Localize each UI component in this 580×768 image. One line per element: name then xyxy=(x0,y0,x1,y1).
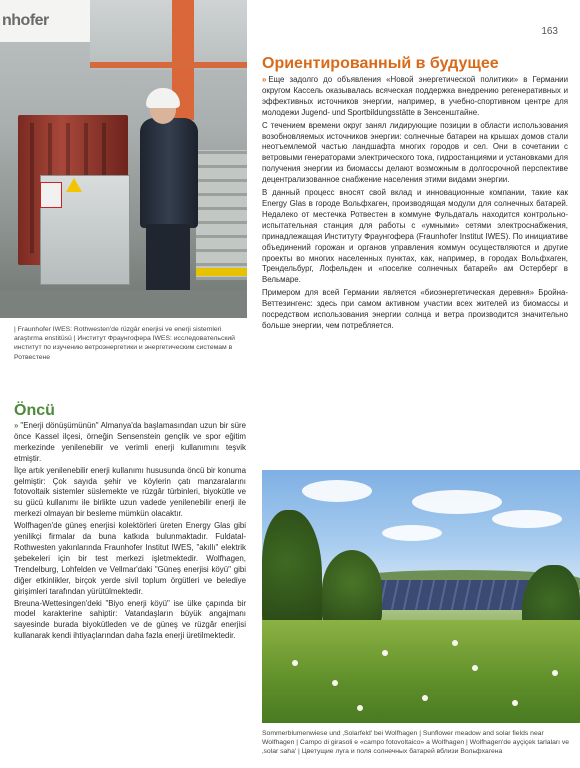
heading-russian: Ориентированный в будущее xyxy=(262,55,499,72)
russian-article xyxy=(262,75,568,334)
tree xyxy=(322,550,382,630)
flower xyxy=(357,705,363,711)
cloud xyxy=(412,490,502,514)
chevron-icon: » xyxy=(14,421,19,430)
flower-meadow xyxy=(262,620,580,723)
flower xyxy=(512,700,518,706)
caption-left-photo: | Fraunhofer IWES: Rothwesten'de rüzgâr enerjisi ve enerji sistemleri araştırma enstitüsü | Институт Фраунгофера IWES: исследовательский институт по изучению ветроэнергетики и энергетическим системам в Ротвестене xyxy=(14,326,235,361)
railing xyxy=(196,150,247,280)
engineer-figure xyxy=(140,118,198,228)
caption-right-photo: Sommerblumenwiese und ‚Solarfeld' bei Wolfhagen | Sunflower meadow and solar fields near Wolfhagen | Campo di girasoli e «campo fotovoltaico» a Wolfhagen | Wolfhagen'de ayçiçek tarlaları ve ‚solar saha' | Цветущие луга и поля солнечных батарей вблизи Вольфхагена xyxy=(262,730,570,756)
chevron-icon: » xyxy=(262,75,267,84)
paragraph: Breuna-Wettesingen'deki "Biyo enerji köyü" ise ülke çapında bir model karakterine sahiptir: Vatandaşların büyük angajmanı sayesinde burada biyokütleden ve de güneş ve rüzgâr enerjisi kullanarak kendi ihtiyaçlarından daha fazla enerji üretilmektedir. xyxy=(14,598,246,641)
transformer-rib xyxy=(30,123,34,253)
page-number: 163 xyxy=(541,26,558,37)
heading-turkish: Öncü xyxy=(14,402,55,419)
turkish-article xyxy=(14,421,246,643)
paragraph: » "Enerji dönüşümünün" Almanya'da başlamasından uzun bir süre önce Kassel ilçesi, örneğin Sensenstein gençlik ve spor eğitim merkezinde yenilenebilir ve verimli enerji kullanımını teşvik etmiştir. xyxy=(14,421,246,463)
flower xyxy=(552,670,558,676)
paragraph: Примером для всей Германии является «биоэнергетическая деревня» Бройна-Веттезингенс: здесь при самом активном участии всех жителей из биомассы и посредством использования энергии солнца и ветра производится значительно больше энергии, чем потребляется. xyxy=(262,288,568,330)
paragraph: İlçe artık yenilenebilir enerji kullanımı hususunda öncü bir konuma gelmiştir: Çok sayıda şehir ve köylerin çatı manzaralarını fotovoltaik sistemler süslemekte ve rüzgâr türbinleri, biyokütle ve su gücü kullanımı ile birlikte uzun vadede yenilenebilir enerji ile merkezi olmayan bir besleme mümkün olacaktır. xyxy=(14,465,246,519)
flower xyxy=(472,665,478,671)
flower xyxy=(292,660,298,666)
warning-sign xyxy=(40,182,62,208)
orange-beam xyxy=(90,62,247,68)
photo-fraunhofer-iwes xyxy=(0,0,247,318)
paragraph: » Еще задолго до объявления «Новой энергетической политики» в Германии округом Кассель оказывалась всяческая поддержка внедрению регенеративных и эффективных источников энергии, например, в учебно-спортивном центре для молодежи Jugend- und Sportbildungsstätte в Зенсенштайне. xyxy=(262,75,568,117)
paragraph: Wolfhagen'de güneş enerjisi kolektörleri üreten Energy Glas gibi yenilikçi firmalar da buna katkıda bulunmaktadır. Fuldatal-Rothwesten yakınlarında Fraunhofer Institut IWES, "akıllı" elektrik şebekeleri için bir test merkezi işletmektedir. Wolfhagen, Trendelburg, Lohfelden ve Vellmar'daki "Güneş enerjisi köyü" gibi diğer etkinlikler, birçok yerde sivil toplum örgütleri ve belediye girişimleri tarafından yürütülmektedir. xyxy=(14,521,246,596)
fraunhofer-sign-text: nhofer xyxy=(2,12,49,29)
flower xyxy=(332,680,338,686)
flower xyxy=(382,650,388,656)
hall-ceiling xyxy=(90,0,247,70)
yellow-stripe xyxy=(196,268,247,276)
photo-meadow-solar-field xyxy=(262,470,580,723)
flower xyxy=(422,695,428,701)
engineer-legs xyxy=(146,224,190,294)
paragraph: С течением времени округ занял лидирующие позиции в области использования возобновляемых источников энергии: солнечные батареи на крышах домов стали неотъемлемой частью ландшафта многих городов и сел. Они в сочетании с ветровыми генераторами электрического тока, гидростанциями и установками для получения энергии из биомассы делают возможным в долгосрочной перспективе децентрализованное снабжение населения этими видами энергии. xyxy=(262,120,568,185)
floor xyxy=(0,290,247,318)
flower xyxy=(452,640,458,646)
cloud xyxy=(302,480,372,502)
cloud xyxy=(492,510,562,528)
solar-panels xyxy=(369,580,535,610)
cloud xyxy=(382,525,442,541)
paragraph: В данный процесс вносят свой вклад и инновационные компании, такие как Energy Glas в городе Вольфхаген, производящая модули для солнечных батарей. Недалеко от местечка Ротвестен в коммуне Фульдаталь находится контрольно-испытательная станция для работы с «умными» сетями электроснабжения, принадлежащая Институту Фраунгофера (Fraunhofer Institut IWES). По инициативе объединений горожан и органов управления коммун осуществляются и другие проекты во многих населенных пунктах, как, например, в городах Вольфхаген, Трендельбург, Лофельден и «поселке солнечных батарей» ам Остерберг в Вельмаре. xyxy=(262,188,568,285)
